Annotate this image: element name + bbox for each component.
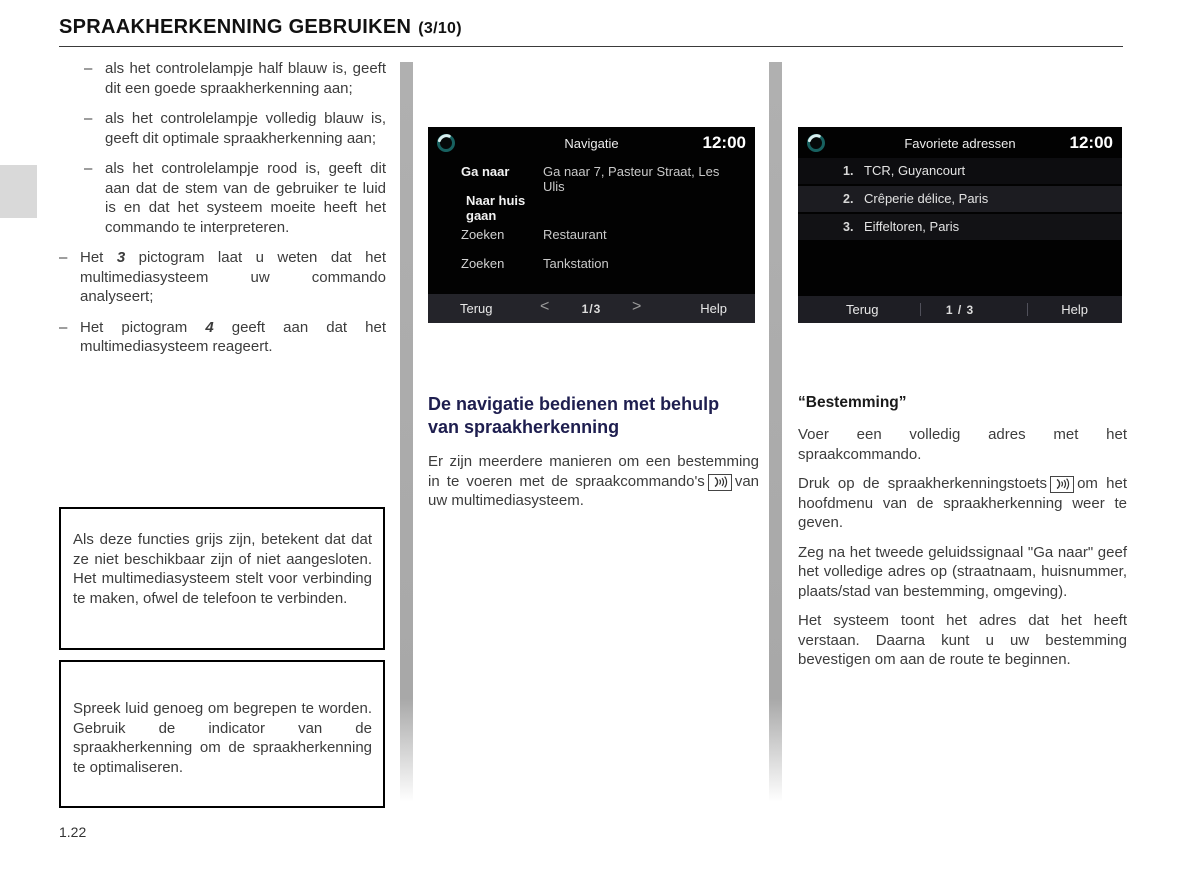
bullet-dash: – [59, 249, 68, 266]
clock: 12:00 [1069, 133, 1113, 152]
list-item-text-pre: Het [80, 249, 117, 266]
list-item-text-post: geeft aan dat het multimediasysteem reageert. [80, 318, 386, 355]
bullet-dash: – [84, 60, 93, 77]
list-item [84, 109, 386, 148]
middle-column [428, 393, 759, 511]
menu-row-go-home [466, 193, 747, 223]
paragraph: Voer een volledig adres met het spraakcommando. [798, 426, 1127, 463]
page-indicator: 1 / 3 [945, 303, 975, 317]
list-item-text: als het controlelampje half blauw is, geeft dit een goede spraakherkenning aan; [105, 60, 386, 97]
list-item-text-post: pictogram laat u weten dat het multimediasysteem uw commando analyseert; [80, 249, 387, 305]
prev-page-arrow-icon: < [540, 298, 550, 315]
paragraph [428, 452, 759, 511]
list-item [59, 248, 386, 307]
row-text: Eiffeltoren, Paris [864, 219, 960, 234]
menu-label: Zoeken [461, 227, 505, 242]
menu-label: Naar huis gaan [466, 193, 526, 223]
back-button: Terug [460, 301, 493, 316]
next-page-arrow-icon: > [632, 298, 642, 315]
note-text: Als deze functies grijs zijn, betekent dat dat ze niet beschikbaar zijn of niet aangesloten. Het multimediasysteem stelt voor verbinding te maken, ofwel de telefoon te verbinden. [73, 531, 372, 607]
bullet-dash: – [59, 318, 68, 336]
help-button: Help [1061, 302, 1088, 317]
list-item-text [80, 249, 386, 305]
section-edge-tab [0, 165, 37, 218]
bullet-dash: – [84, 110, 93, 127]
list-item [59, 318, 386, 357]
left-column [59, 59, 386, 368]
list-item-text: als het controlelampje volledig blauw is, geeft dit optimale spraakherkenning aan; [105, 110, 386, 147]
screenshot-navigation-voice-menu [428, 127, 755, 323]
page-title-counter: (3/10) [418, 20, 462, 37]
page-title [59, 16, 462, 39]
paragraph-text-post: van uw multimediasysteem. [428, 472, 759, 509]
screen-footer [798, 296, 1122, 323]
favorite-address-row [798, 214, 1122, 240]
section-heading: “Bestemming” [798, 394, 907, 411]
bullet-dash: – [84, 160, 93, 177]
list-item-text: als het controlelampje rood is, geeft dit aan dat de stem van de gebruiker te luid is en dat het systeem moeite heeft het commando te interpreteren. [105, 160, 386, 236]
screen-title: Navigatie [564, 136, 619, 151]
paragraph: Zeg na het tweede geluidssignaal "Ga naar" geef het volledige adres op (straatnaam, huisnummer, plaats/stad van bestemming, omgeving). [798, 543, 1127, 600]
help-button: Help [700, 301, 727, 316]
list-item [84, 159, 386, 237]
menu-row-search-restaurant [461, 227, 747, 242]
list-item-text [80, 319, 386, 356]
menu-label: Zoeken [461, 256, 505, 271]
note-box-grey-functions [59, 507, 385, 650]
row-number: 3. [843, 220, 854, 234]
note-box-speak-loud [59, 660, 385, 808]
paragraph [798, 474, 1127, 533]
paragraph: Het systeem toont het adres dat het heeft verstaan. Daarna kunt u uw bestemming bevestigen om aan de route te beginnen. [798, 612, 1127, 668]
menu-value: Tankstation [543, 256, 609, 271]
paragraph-text-post: om het hoofdmenu van de spraakherkenning weer te geven. [798, 475, 1128, 531]
page-title-text: SPRAAKHERKENNING GEBRUIKEN [59, 16, 412, 38]
menu-value: Restaurant [543, 227, 607, 242]
column-divider-left [400, 62, 413, 802]
row-number: 2. [843, 192, 854, 206]
favorite-address-row [798, 158, 1122, 184]
page-indicator: 1/3 [581, 302, 602, 316]
callout-number: 4 [205, 318, 214, 336]
row-text: TCR, Guyancourt [864, 163, 966, 178]
column-divider-right [769, 62, 782, 802]
menu-row-go-to [461, 164, 747, 194]
title-divider [59, 46, 1123, 47]
note-text: Spreek luid genoeg om begrepen te worden. Gebruik de indicator van de spraakherkenning om de spraakherkenning te optimaliseren. [73, 700, 372, 776]
page-number: 1.22 [59, 824, 87, 840]
menu-value: Ga naar 7, Pasteur Straat, Les Ulis [543, 164, 720, 194]
screen-title: Favoriete adressen [904, 136, 1016, 151]
menu-label: Ga naar [461, 164, 510, 179]
screenshot-favorite-addresses [798, 127, 1122, 323]
row-text: Crêperie délice, Paris [864, 191, 989, 206]
screen-footer [428, 294, 755, 323]
voice-command-icon [708, 474, 732, 491]
row-number: 1. [843, 164, 854, 178]
list-item [84, 59, 386, 98]
right-column [798, 394, 1127, 680]
paragraph-text-pre: Er zijn meerdere manieren om een bestemming in te voeren met de spraakcommando's [428, 453, 759, 490]
list-item-text-pre: Het pictogram [80, 318, 206, 336]
voice-command-icon [1050, 476, 1074, 493]
clock: 12:00 [702, 133, 746, 152]
favorite-address-row [798, 186, 1122, 212]
back-button: Terug [846, 302, 879, 317]
callout-number: 3 [116, 249, 126, 266]
paragraph-text-pre: Druk op de spraakherkenningstoets [798, 475, 1048, 492]
menu-row-search-gas-station [461, 256, 747, 271]
section-heading: De navigatie bedienen met behulp van spraakherkenning [428, 394, 720, 437]
footer-separator [1027, 303, 1028, 316]
